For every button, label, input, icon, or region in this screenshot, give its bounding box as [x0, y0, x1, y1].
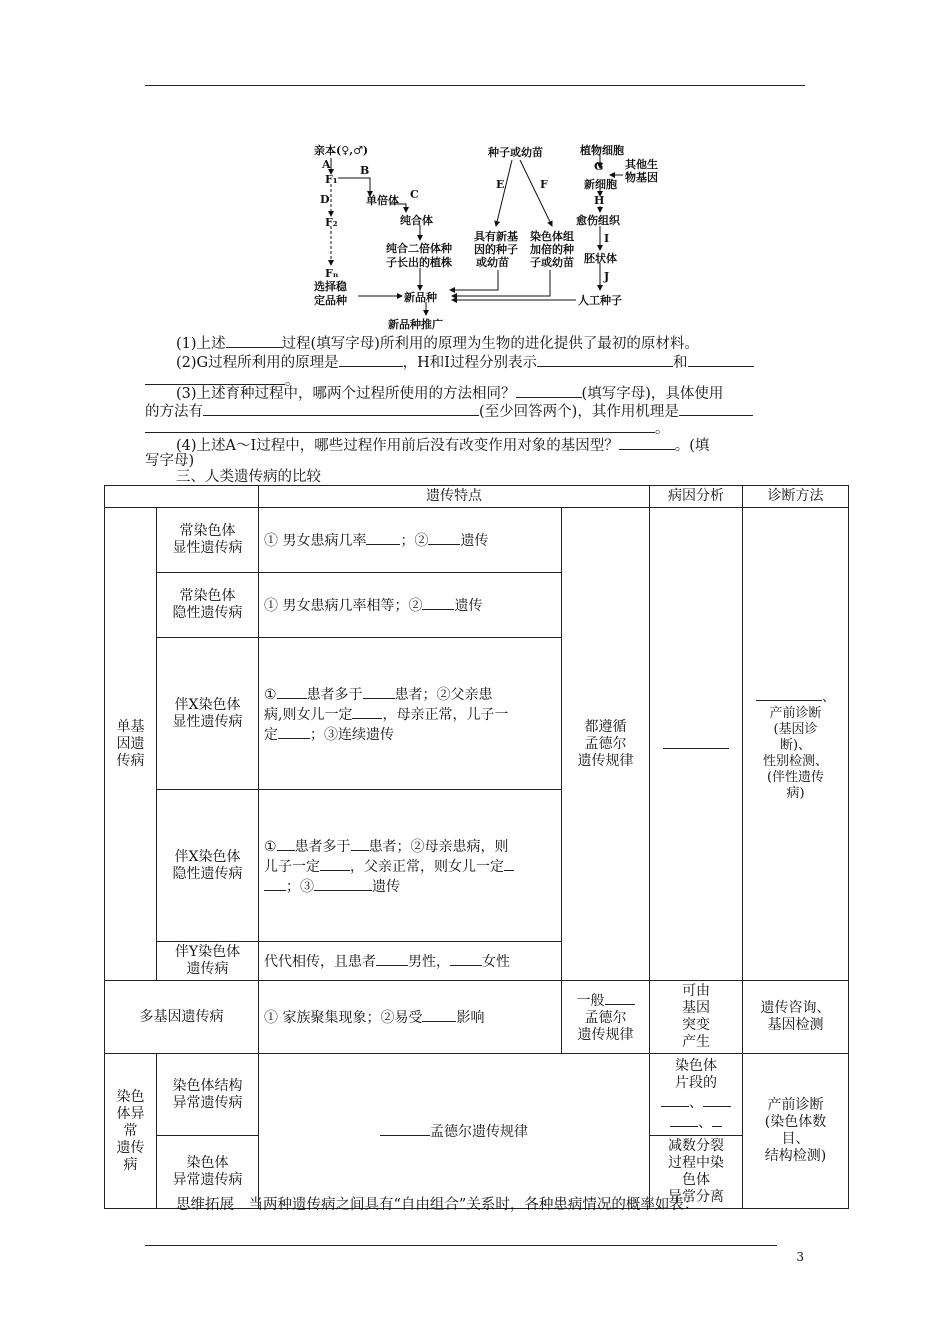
new-cell: 新细胞 [584, 178, 617, 191]
disease-x-recessive: 伴X染色体 隐性遗传病 [157, 790, 259, 942]
label-Fn: Fₙ [325, 267, 339, 280]
law-polygenic: 一般 孟德尔 遗传规律 [562, 981, 650, 1054]
variety-promotion: 新品种推广 [388, 318, 443, 331]
diagnosis-polygenic: 遗传咨询、 基因检测 [743, 981, 849, 1054]
answer-blank[interactable] [504, 856, 514, 871]
answer-blank[interactable] [226, 333, 282, 348]
answer-blank[interactable] [688, 352, 754, 367]
pure-line: 纯合体 [400, 214, 433, 227]
answer-blank[interactable] [380, 1121, 430, 1136]
question-2-cont: 。 [145, 370, 300, 391]
disease-chromosome-number: 染色体 异常遗传病 [157, 1136, 259, 1209]
thinking-extension: 思维拓展 当两种遗传病之间具有“自由组合”关系时，各种患病情况的概率如表： [176, 1197, 699, 1213]
label-F1: F₁ [325, 173, 338, 186]
answer-blank[interactable] [428, 530, 460, 545]
label-F: F [540, 178, 548, 191]
cause-chromosome-number: 减数分裂 过程中染 色体 异常分离 [650, 1136, 743, 1209]
disease-y-linked: 伴Y染色体 遗传病 [157, 942, 259, 981]
doubled-seed-3: 子或幼苗 [530, 256, 574, 269]
answer-blank[interactable] [422, 595, 454, 610]
label-F2: F₂ [325, 216, 338, 229]
category-chromosomal: 染色 体异 常 遗传 病 [105, 1054, 157, 1209]
artificial-seed: 人工种子 [578, 294, 622, 307]
answer-blank[interactable] [712, 1112, 722, 1127]
answer-blank[interactable] [516, 383, 582, 398]
label-A: A [322, 158, 331, 171]
answer-blank[interactable] [450, 951, 482, 966]
stable-variety: 选择稳 [314, 280, 347, 293]
feature-autosomal-dominant: ① 男女患病几率 ；② 遗传 [259, 508, 562, 573]
label-D: D [320, 193, 330, 206]
label-B: B [360, 164, 370, 177]
answer-blank[interactable] [351, 836, 369, 851]
question-3-line3: 。 [145, 418, 670, 439]
answer-blank[interactable] [339, 352, 403, 367]
header-blank [105, 486, 259, 508]
feature-x-recessive: ① 患者多于 患者；②母亲患病，则 儿子一定 ，父亲正常，则女儿一定 ；③ 遗传 [259, 790, 562, 942]
answer-blank[interactable] [314, 876, 372, 891]
diploid-plant: 纯合二倍体种 [386, 242, 452, 255]
label-J: J [604, 270, 610, 283]
question-1: (1)上述 过程(填写字母)所利用的原理为生物的进化提供了最初的原材料。 [176, 333, 699, 354]
disease-chromosome-structure: 染色体结构 异常遗传病 [157, 1054, 259, 1136]
disease-autosomal-recessive: 常染色体 隐性遗传病 [157, 573, 259, 638]
question-3: (3)上述育种过程中，哪两个过程所使用的方法相同？ (填写字母)，具体使用 [176, 383, 723, 404]
answer-blank[interactable] [537, 352, 673, 367]
answer-blank[interactable] [619, 435, 675, 450]
other-gene-2: 物基因 [625, 171, 658, 184]
question-4: (4)上述A～I过程中，哪些过程作用前后没有改变作用对象的基因型？ 。(填 [176, 435, 709, 456]
label-I: I [604, 232, 610, 245]
label-E: E [496, 178, 505, 191]
category-single-gene: 单基 因遗 传病 [105, 508, 157, 981]
answer-blank[interactable] [376, 951, 408, 966]
haploid: 单倍体 [366, 194, 399, 207]
other-gene: 其他生 [625, 158, 658, 171]
answer-blank[interactable] [320, 856, 350, 871]
new-gene-seed-3: 或幼苗 [476, 256, 509, 269]
answer-blank[interactable] [363, 684, 395, 699]
question-3-line2: 的方法有 (至少回答两个)，其作用机理是 [145, 401, 753, 422]
answer-blank[interactable] [203, 401, 479, 416]
answer-blank[interactable] [756, 686, 822, 701]
cause-chromosome-structure: 染色体 片段的 、 、 [650, 1054, 743, 1136]
stable-variety-2: 定品种 [314, 294, 347, 307]
embryoid: 胚状体 [584, 252, 617, 265]
answer-blank[interactable] [264, 876, 286, 891]
new-gene-seed: 具有新基 [474, 230, 518, 243]
answer-blank[interactable] [605, 990, 635, 1005]
label-H: H [594, 194, 605, 207]
answer-blank[interactable] [277, 836, 295, 851]
diagnosis-single-gene: 、 产前诊断 (基因诊 断)、 性别检测、 (伴性遗传 病) [743, 508, 849, 981]
feature-x-dominant: ① 患者多于 患者；②父亲患 病,则女儿一定 ，母亲正常，儿子一 定 ；③连续遗传 [259, 638, 562, 790]
doubled-seed-2: 加倍的种 [530, 243, 574, 256]
answer-blank[interactable] [145, 418, 655, 433]
label-G: G [594, 160, 604, 173]
feature-autosomal-recessive: ① 男女患病几率相等；② 遗传 [259, 573, 562, 638]
cause-polygenic: 可由 基因 突变 产生 [650, 981, 743, 1054]
question-2: (2)G过程所利用的原理是 ，H和I过程分别表示 和 [176, 352, 754, 373]
label-C: C [410, 188, 419, 201]
question-4-cont: 写字母) [145, 453, 195, 469]
callus: 愈伤组织 [576, 214, 620, 227]
answer-blank[interactable] [277, 684, 307, 699]
footer-rule [145, 1245, 777, 1246]
answer-blank[interactable] [366, 530, 400, 545]
new-gene-seed-2: 因的种子 [474, 243, 518, 256]
disease-polygenic: 多基因遗传病 [105, 981, 259, 1054]
answer-blank[interactable] [352, 704, 382, 719]
answer-blank[interactable] [670, 1112, 698, 1127]
disease-x-dominant: 伴X染色体 显性遗传病 [157, 638, 259, 790]
mendel-law: 都遵循 孟德尔 遗传规律 [562, 508, 650, 981]
breeding-flow-diagram [300, 140, 660, 335]
page-number: 3 [796, 1250, 804, 1264]
seed-or-seedling: 种子或幼苗 [488, 146, 543, 159]
feature-polygenic: ① 家族聚集现象；②易受 影响 [259, 981, 562, 1054]
feature-y-linked: 代代相传，且患者 男性， 女性 [259, 942, 562, 981]
header-rule [145, 85, 805, 86]
answer-blank[interactable] [703, 1092, 731, 1107]
cause-single-gene [650, 508, 743, 981]
plant-cell: 植物细胞 [580, 144, 624, 157]
section-title: 三、人类遗传病的比较 [176, 469, 321, 485]
header-cause: 病因分析 [650, 486, 743, 508]
feature-chromosomal: 孟德尔遗传规律 [259, 1054, 650, 1209]
heredity-comparison-table [104, 485, 849, 1209]
header-feature: 遗传特点 [259, 486, 650, 508]
doubled-seed: 染色体组 [530, 230, 574, 243]
new-variety: 新品种 [404, 291, 437, 304]
answer-blank[interactable] [278, 724, 310, 739]
disease-autosomal-dominant: 常染色体 显性遗传病 [157, 508, 259, 573]
answer-blank[interactable] [663, 734, 729, 749]
diagnosis-chromosomal: 产前诊断 (染色体数 目、 结构检测) [743, 1054, 849, 1209]
header-diagnosis: 诊断方法 [743, 486, 849, 508]
diploid-plant-2: 子长出的植株 [386, 256, 452, 269]
diagram-parent: 亲本(♀,♂) [314, 144, 369, 157]
answer-blank[interactable] [679, 401, 753, 416]
answer-blank[interactable] [661, 1092, 689, 1107]
answer-blank[interactable] [422, 1007, 456, 1022]
